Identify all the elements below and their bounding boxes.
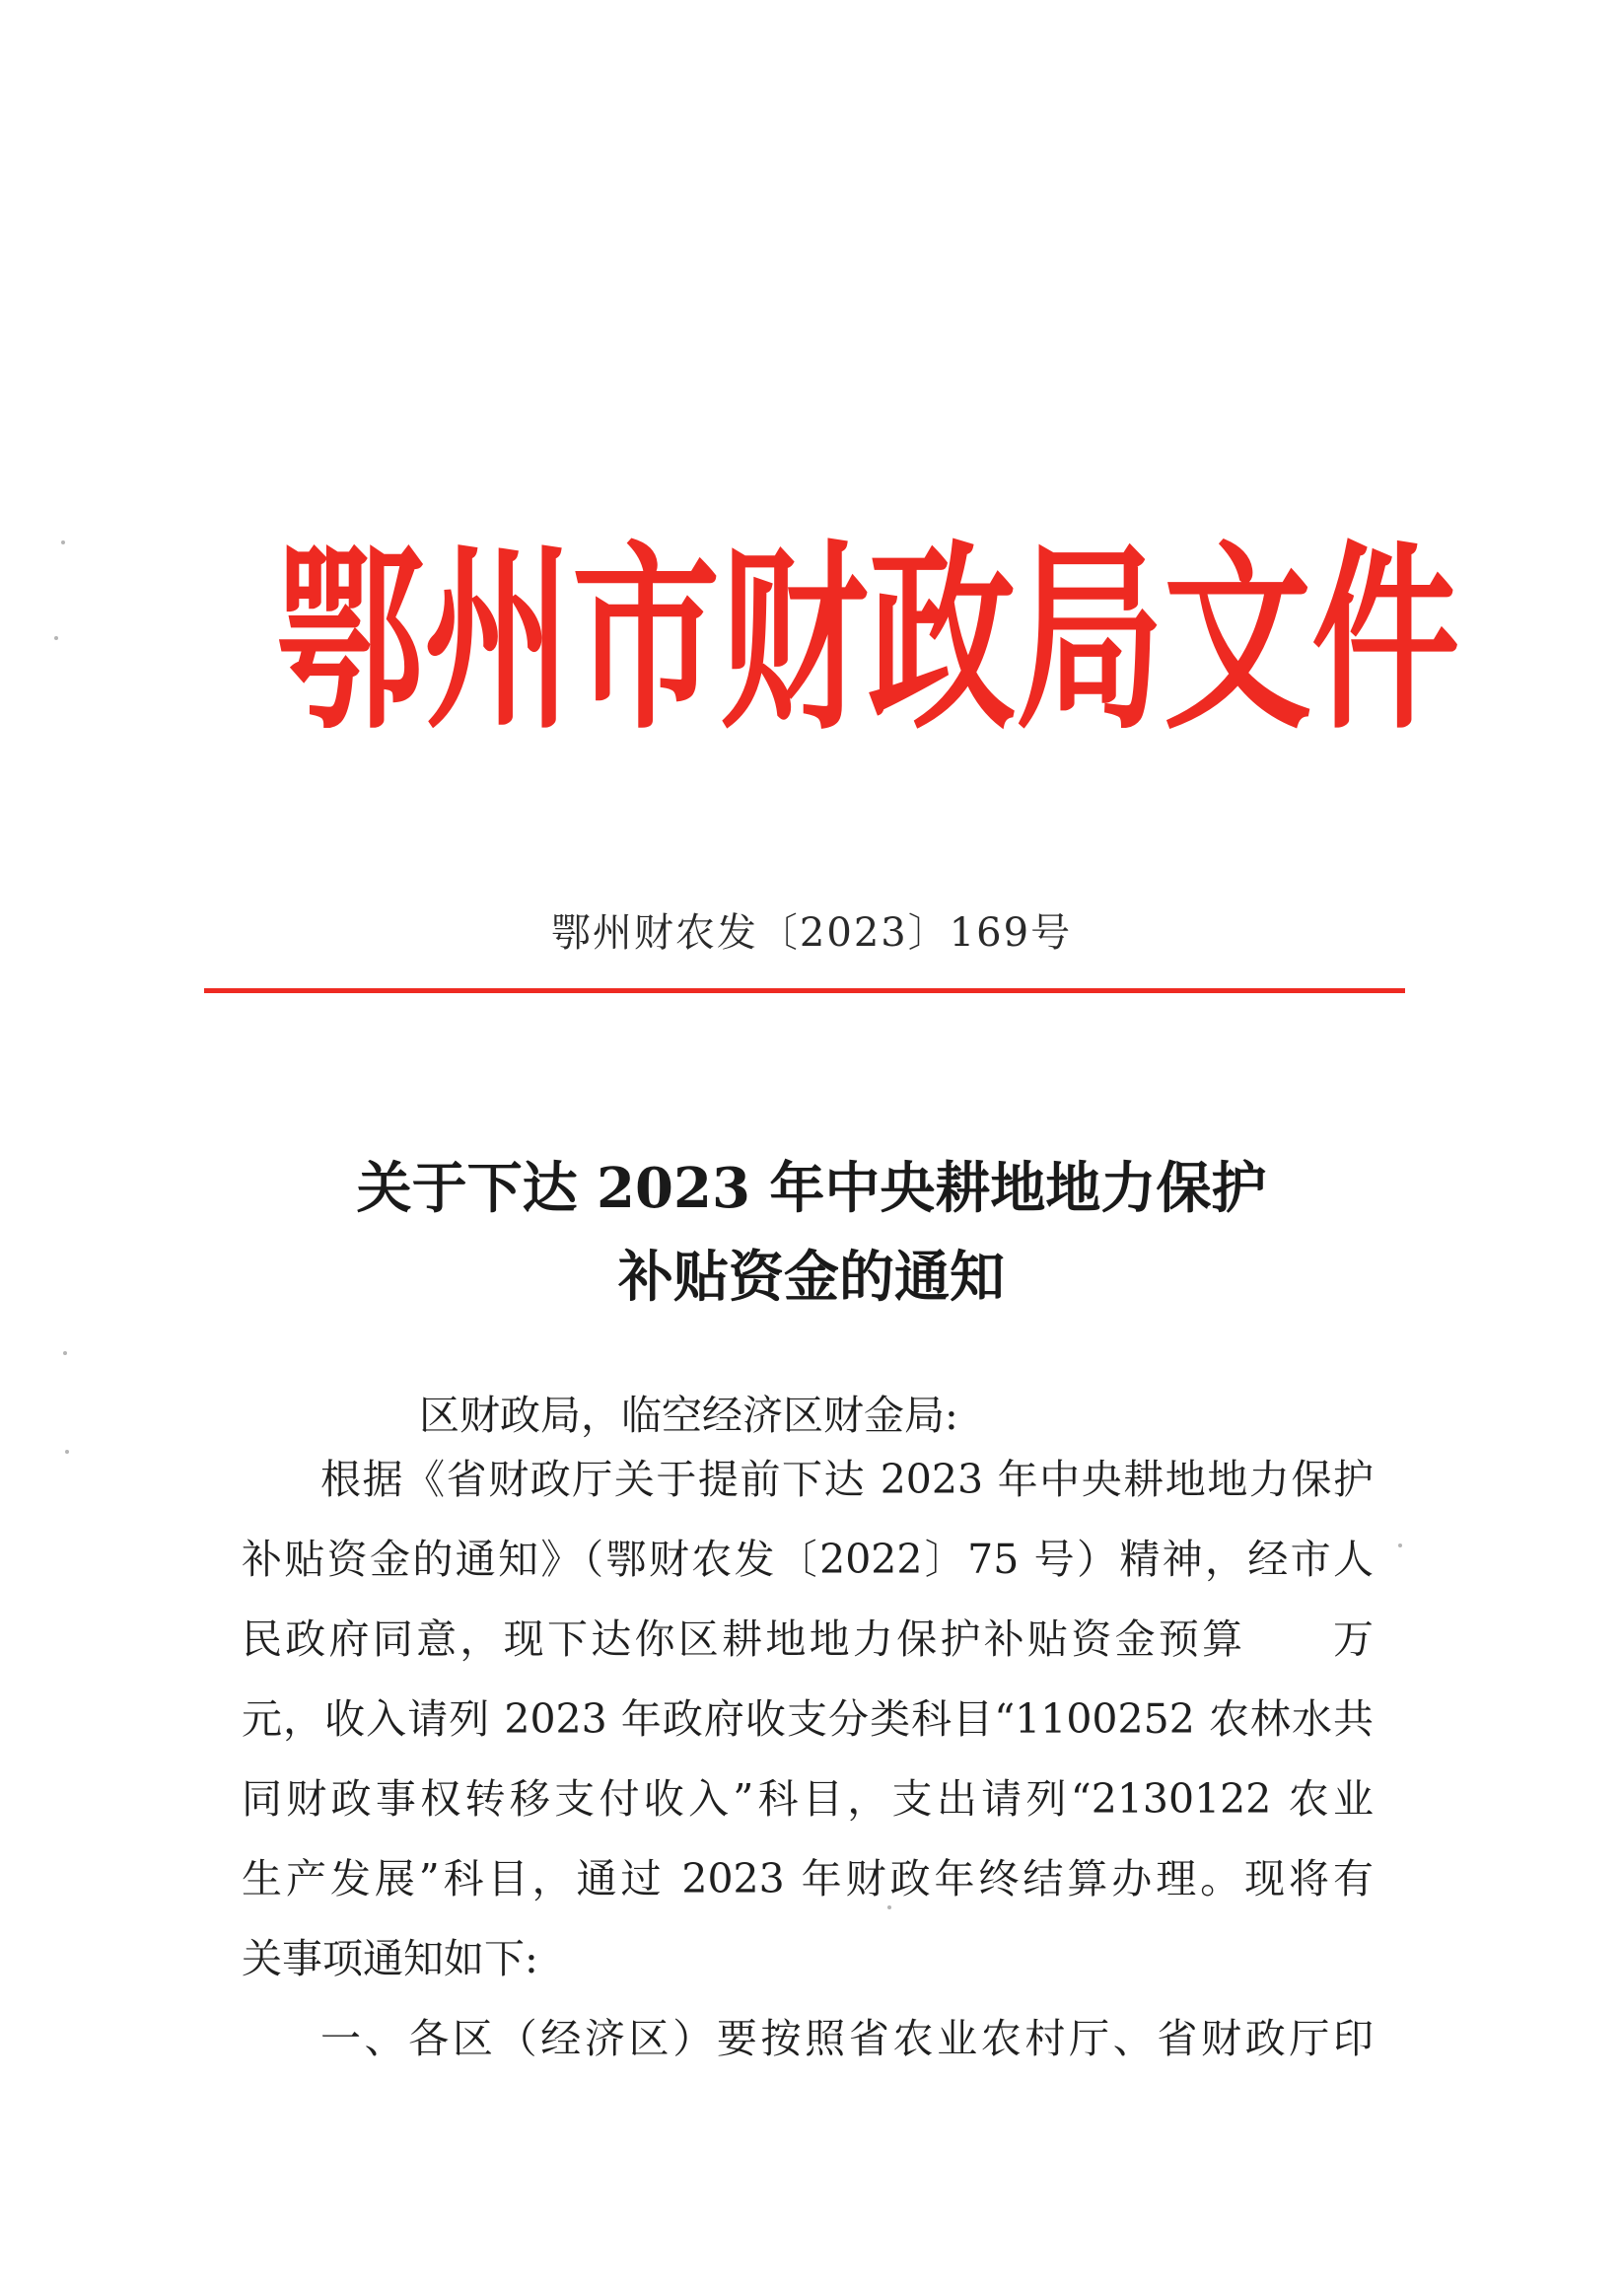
scan-speck: [1398, 1543, 1402, 1547]
masthead: [276, 525, 1460, 757]
body-line: 元，收入请列 2023 年政府收支分类科目“1100252 农林水共: [242, 1695, 1374, 1743]
body-line: 关事项通知如下:: [242, 1935, 538, 1982]
masthead-char: 鄂: [276, 525, 425, 757]
title-line: 补贴资金的通知: [618, 1245, 1005, 1310]
body-line: 同财政事权转移支付收入”科目，支出请列“2130122 农业: [242, 1775, 1374, 1823]
masthead-char: 件: [1311, 525, 1460, 757]
masthead-char: 政: [868, 525, 1017, 757]
scan-speck: [65, 1450, 69, 1454]
scan-speck: [63, 1351, 67, 1355]
masthead-char: 局: [1016, 525, 1164, 757]
scan-speck: [887, 1905, 891, 1909]
masthead-char: 市: [572, 525, 721, 757]
red-divider-rule: [204, 988, 1405, 993]
scan-speck: [61, 540, 65, 544]
body-line: 生产发展”科目，通过 2023 年财政年终结算办理。现将有: [242, 1855, 1374, 1902]
masthead-char: 财: [720, 525, 869, 757]
body-line: 民政府同意，现下达你区耕地地力保护补贴资金预算 万: [242, 1615, 1374, 1663]
body-line: 补贴资金的通知》（鄂财农发〔2022〕75 号）精神，经市人: [242, 1536, 1374, 1583]
masthead-char: 州: [424, 525, 573, 757]
masthead-char: 文: [1164, 525, 1312, 757]
document-title: [0, 1144, 1623, 1322]
salutation: 区财政局，临空经济区财金局:: [419, 1392, 958, 1439]
title-line: 关于下达 2023 年中央耕地地力保护: [356, 1156, 1267, 1221]
body-line: 根据《省财政厅关于提前下达 2023 年中央耕地地力保护: [320, 1456, 1374, 1503]
body-line: 一、各区（经济区）要按照省农业农村厅、省财政厅印: [320, 2015, 1374, 2062]
scan-speck: [54, 636, 58, 640]
document-number: 鄂州财农发〔2023〕169号: [550, 910, 1073, 956]
